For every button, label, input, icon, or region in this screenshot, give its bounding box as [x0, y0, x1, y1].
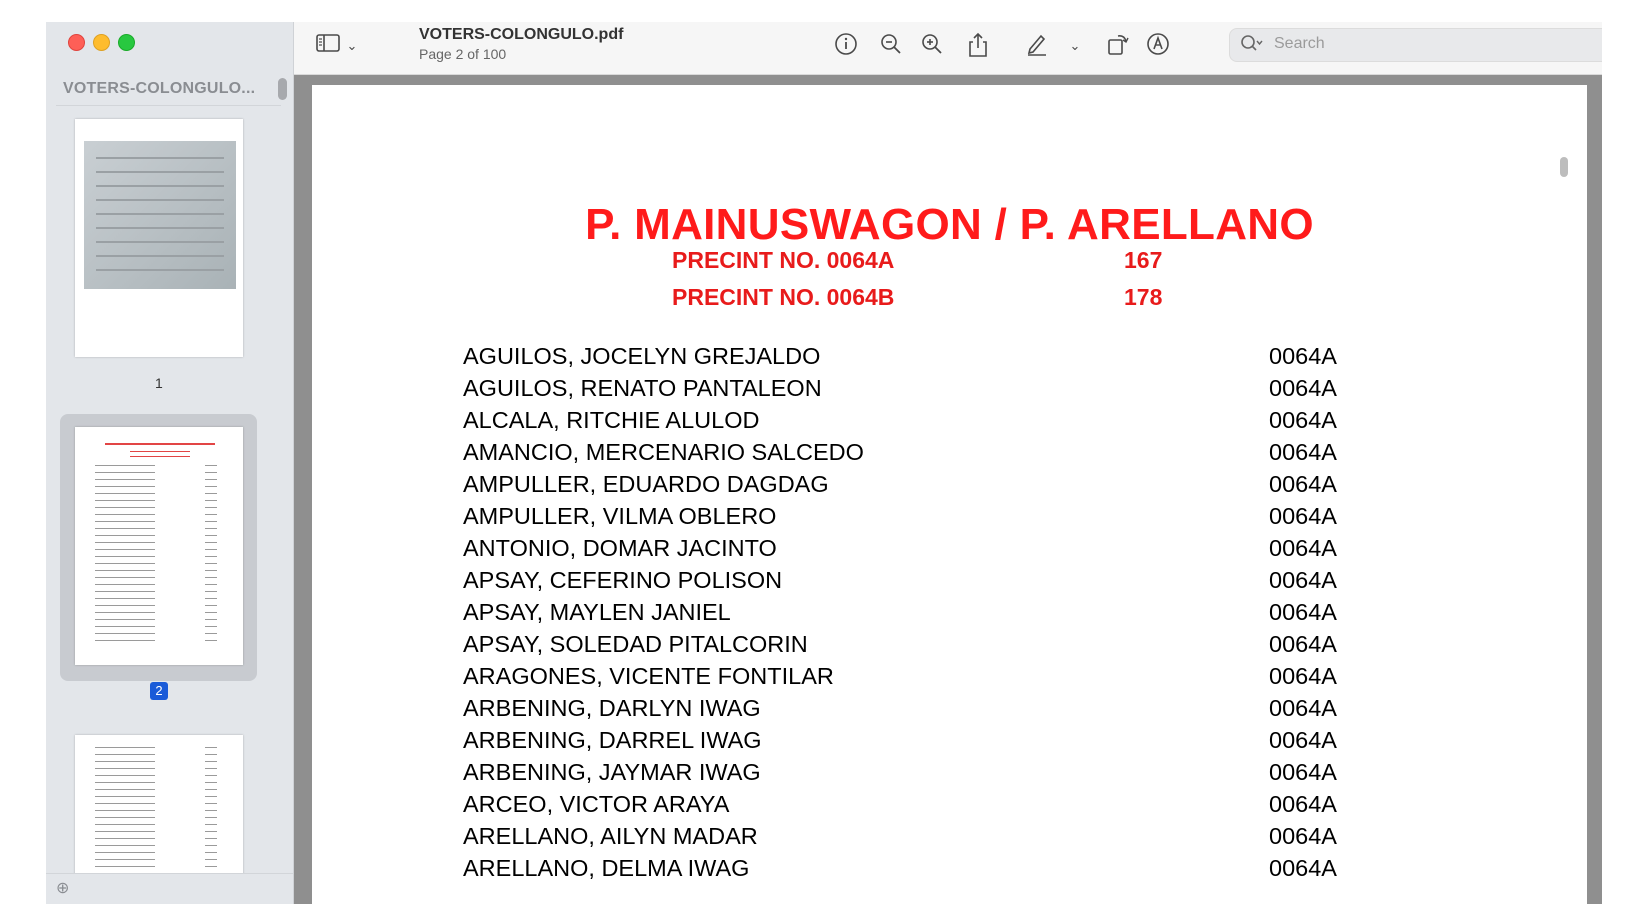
minimize-window-button[interactable]	[93, 34, 110, 51]
zoom-in-icon[interactable]	[918, 32, 946, 60]
document-heading: P. MAINUSWAGON / P. ARELLANO	[585, 200, 1314, 249]
close-window-button[interactable]	[68, 34, 85, 51]
voter-precinct: 0064A	[1269, 695, 1337, 721]
document-scrollbar[interactable]	[1560, 157, 1568, 177]
voter-precinct: 0064A	[1269, 631, 1337, 657]
voter-precinct: 0064A	[1269, 439, 1337, 465]
thumbnail-sidebar	[46, 22, 294, 904]
voter-precinct: 0064A	[1269, 663, 1337, 689]
voter-precinct: 0064A	[1269, 855, 1337, 881]
voter-precinct: 0064A	[1269, 407, 1337, 433]
voter-precinct: 0064A	[1269, 727, 1337, 753]
precinct-label: PRECINT NO. 0064A	[672, 247, 895, 273]
voter-name: ARAGONES, VICENTE FONTILAR	[463, 663, 834, 689]
voter-name: ALCALA, RITCHIE ALULOD	[463, 407, 760, 433]
voter-name: ARBENING, JAYMAR IWAG	[463, 759, 761, 785]
thumbnail-photo	[84, 141, 236, 289]
voter-name: ANTONIO, DOMAR JACINTO	[463, 535, 777, 561]
page-thumbnail-3[interactable]	[75, 735, 243, 895]
voter-name: AMANCIO, MERCENARIO SALCEDO	[463, 439, 864, 465]
voter-precinct: 0064A	[1269, 759, 1337, 785]
voter-name: AGUILOS, JOCELYN GREJALDO	[463, 343, 821, 369]
document-viewport[interactable]	[294, 75, 1602, 904]
thumbnail-label-2: 2	[150, 682, 168, 700]
voter-name: ARBENING, DARREL IWAG	[463, 727, 762, 753]
toolbar	[294, 22, 1602, 75]
rotate-icon[interactable]	[1104, 32, 1132, 60]
voter-precinct: 0064A	[1269, 471, 1337, 497]
info-icon[interactable]	[832, 32, 860, 60]
voter-precinct: 0064A	[1269, 503, 1337, 529]
chevron-down-icon[interactable]: ⌄	[346, 38, 358, 53]
markup-pen-icon[interactable]	[1023, 32, 1051, 60]
search-field[interactable]	[1229, 28, 1602, 62]
zoom-window-button[interactable]	[118, 34, 135, 51]
voter-name: ARCEO, VICTOR ARAYA	[463, 791, 730, 817]
voter-name: ARELLANO, DELMA IWAG	[463, 855, 750, 881]
document-title: VOTERS-COLONGULO.pdf	[419, 26, 624, 43]
share-icon[interactable]	[964, 32, 992, 60]
sidebar-divider	[56, 105, 281, 106]
zoom-out-icon[interactable]	[877, 32, 905, 60]
voter-name: AMPULLER, EDUARDO DAGDAG	[463, 471, 829, 497]
sidebar-scrollbar[interactable]	[278, 78, 287, 100]
preview-window	[46, 22, 1602, 904]
voter-precinct: 0064A	[1269, 599, 1337, 625]
precinct-count: 167	[1124, 247, 1163, 273]
pdf-page	[312, 85, 1587, 904]
voter-name: AMPULLER, VILMA OBLERO	[463, 503, 777, 529]
voter-precinct: 0064A	[1269, 535, 1337, 561]
voter-precinct: 0064A	[1269, 343, 1337, 369]
voter-name: AGUILOS, RENATO PANTALEON	[463, 375, 822, 401]
search-input[interactable]	[1272, 34, 1602, 54]
voter-precinct: 0064A	[1269, 823, 1337, 849]
chevron-down-icon[interactable]: ⌄	[1069, 38, 1081, 53]
search-icon	[1240, 34, 1264, 59]
page-thumbnail-1[interactable]	[75, 119, 243, 357]
precinct-label: PRECINT NO. 0064B	[672, 284, 895, 310]
voter-name: ARBENING, DARLYN IWAG	[463, 695, 761, 721]
annotate-icon[interactable]	[1144, 32, 1172, 60]
sidebar-document-title: VOTERS-COLONGULO...	[63, 80, 256, 97]
add-icon[interactable]: ⊕	[56, 880, 70, 897]
voter-precinct: 0064A	[1269, 567, 1337, 593]
page-status: Page 2 of 100	[419, 46, 507, 62]
page-thumbnail-2[interactable]	[75, 427, 243, 665]
thumbnail-label-1: 1	[155, 375, 163, 391]
voter-precinct: 0064A	[1269, 375, 1337, 401]
voter-name: APSAY, SOLEDAD PITALCORIN	[463, 631, 808, 657]
voter-name: APSAY, CEFERINO POLISON	[463, 567, 783, 593]
precinct-count: 178	[1124, 284, 1163, 310]
voter-name: ARELLANO, AILYN MADAR	[463, 823, 758, 849]
sidebar-footer	[46, 873, 293, 904]
voter-name: APSAY, MAYLEN JANIEL	[463, 599, 731, 625]
voter-precinct: 0064A	[1269, 791, 1337, 817]
